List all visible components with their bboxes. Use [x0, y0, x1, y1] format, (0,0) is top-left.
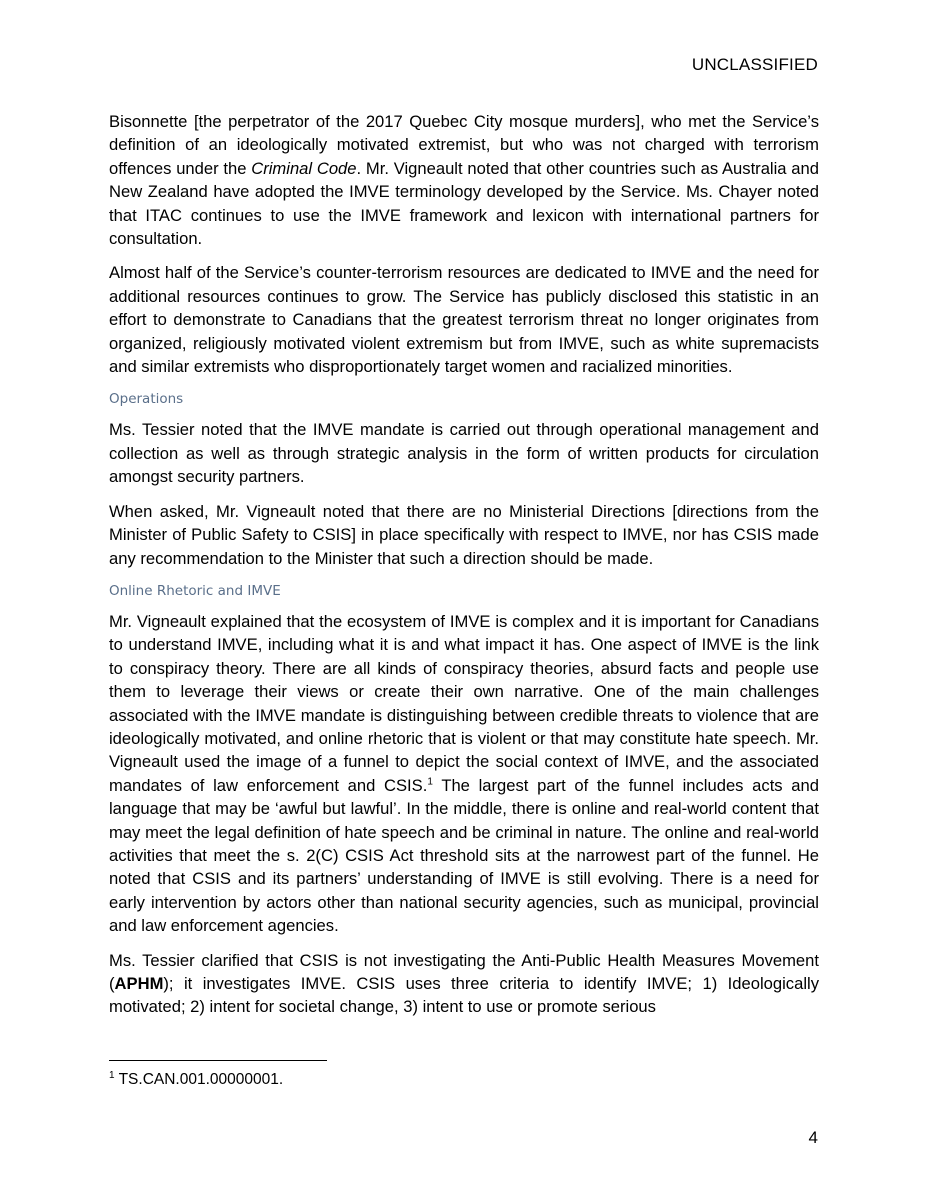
- paragraph-text: The largest part of the funnel includes acts and language that may be ‘awful but lawful’. In the middle, there is online and real-world content that may meet the legal definition of hate speech and be criminal in nature. The online and real-world activities that meet the s. 2(C) CSIS Act threshold sits at the narrowest part of the funnel. He noted that CSIS and its partners’ understanding of IMVE is still evolving. There is a need for early intervention by actors other than national security agencies, such as municipal, provincial and law enforcement agencies.: [109, 775, 819, 936]
- bold-acronym: APHM: [114, 974, 164, 993]
- classification-marking: UNCLASSIFIED: [691, 55, 818, 74]
- paragraph-text: . Mr. Vigneault noted that other countries such as Australia and New Zealand have adopted the IMVE terminology developed by the Service. Ms. Chayer noted that ITAC continues to use the IMVE framework and lexicon with international partners for consultation.: [109, 158, 819, 249]
- paragraph: When asked, Mr. Vigneault noted that there are no Ministerial Directions [directions from the Minister of Public Safety to CSIS] in place specifically with respect to IMVE, nor has CSIS made any recommendation to the Minister that such a direction should be made.: [109, 501, 819, 568]
- paragraph-text: Mr. Vigneault explained that the ecosystem of IMVE is complex and it is important for Canadians to understand IMVE, including what it is and what impact it has. One aspect of IMVE is the link to conspiracy theory. There are all kinds of conspiracy theories, absurd facts and people use them to leverage their views or create their own narrative. One of the main challenges associated with the IMVE mandate is distinguishing between credible threats to violence that are ideologically motivated, and online rhetoric that is violent or that may constitute hate speech. Mr. Vigneault used the image of a funnel to depict the social context of IMVE, and the associated mandates of law enforcement and CSIS.: [109, 611, 819, 795]
- footnote: [109, 1071, 283, 1089]
- italic-title: Criminal Code: [251, 158, 357, 178]
- paragraph-text: ); it investigates IMVE. CSIS uses three criteria to identify IMVE; 1) Ideologically motivated; 2) intent for societal change, 3) intent to use or promote serious: [109, 974, 819, 1017]
- paragraph-text: Bisonnette [the perpetrator of the 2017 Quebec City mosque murders], who met the Service’s definition of an ideologically motivated extremist, but who was not charged with terrorism offences under the: [109, 112, 819, 178]
- paragraph: Almost half of the Service’s counter-terrorism resources are dedicated to IMVE and the need for additional resources continues to grow. The Service has publicly disclosed this statistic in an effort to demonstrate to Canadians that the greatest terrorism threat no longer originates from organized, religiously motivated violent extremism but from IMVE, such as white supremacists and similar extremists who disproportionately target women and racialized minorities.: [109, 263, 819, 377]
- footnote-divider: [109, 1060, 327, 1061]
- paragraph-text: Ms. Tessier clarified that CSIS is not investigating the Anti-Public Health Measures Movement (: [109, 950, 819, 993]
- page-number: 4: [808, 1128, 818, 1147]
- paragraph: [109, 110, 819, 250]
- section-heading-operations: Operations: [109, 391, 184, 408]
- footnote-number: 1: [109, 1069, 115, 1081]
- section-heading-online-rhetoric: Online Rhetoric and IMVE: [109, 582, 281, 599]
- paragraph: [109, 949, 819, 1019]
- paragraph: Ms. Tessier noted that the IMVE mandate is carried out through operational management and collection as well as through strategic analysis in the form of written products for circulation amongst security partners.: [109, 420, 819, 487]
- paragraph: [109, 610, 819, 938]
- footnote-reference: 1: [427, 776, 433, 788]
- footnote-text: TS.CAN.001.00000001.: [114, 1071, 284, 1088]
- document-body: [109, 110, 819, 1030]
